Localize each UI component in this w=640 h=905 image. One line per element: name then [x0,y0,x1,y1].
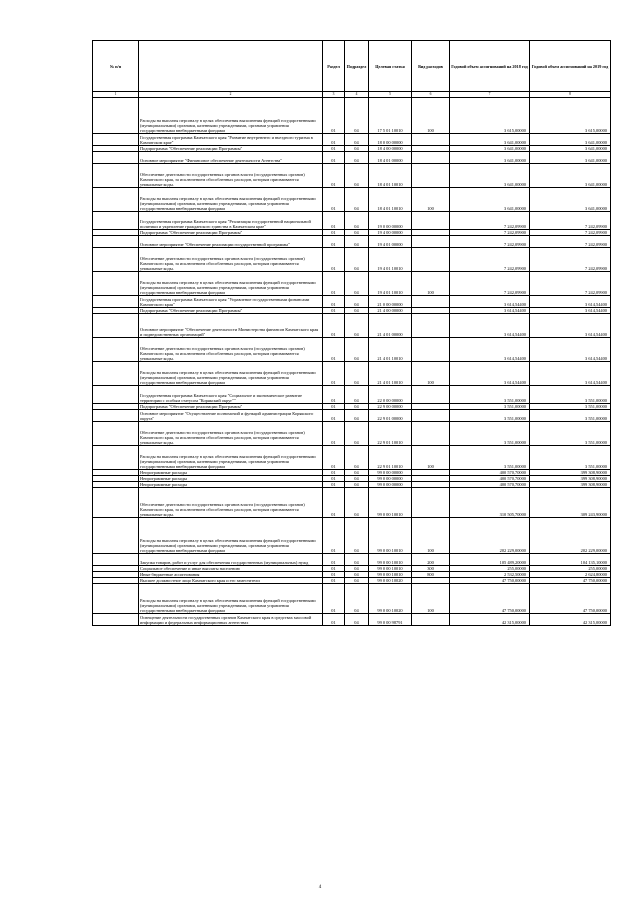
row-amount-2019-cell: 3 551,00000 [530,422,611,446]
row-target-article-cell: 99 0 00 98791 [369,614,412,626]
row-name-cell: Расходы на выплаты персоналу в целях обеспечения выполнения функций государственными (муниципальными) органами, казенными учреждениями, органами управления государственными внебюджетными фондами [139,362,323,386]
table-row [93,338,611,362]
row-podrazdel-cell: 04 [345,134,369,146]
row-number-cell [93,296,139,308]
row-amount-2018-cell: 2 532,50000 [450,572,530,578]
row-target-article-cell: 21 4 00 00000 [369,308,412,314]
row-target-article-cell: 99 0 00 10010 [369,518,412,554]
row-expense-type-cell [412,614,450,626]
row-name-cell: Подпрограмма "Обеспечение реализации Программы" [139,230,323,236]
row-expense-type-cell [412,152,450,164]
row-amount-2019-cell: 7 242,09900 [530,230,611,236]
row-podrazdel-cell: 04 [345,212,369,230]
row-amount-2018-cell: 3 641,00000 [450,146,530,152]
row-podrazdel-cell: 04 [345,518,369,554]
budget-table-sheet [92,40,610,626]
row-number-cell [93,188,139,212]
row-podrazdel-cell: 04 [345,476,369,482]
row-amount-2018-cell: 3 641,00000 [450,134,530,146]
row-podrazdel-cell: 04 [345,554,369,566]
index-cell: 2 [139,92,323,98]
table-row [93,248,611,272]
row-target-article-cell: 21 4 01 10010 [369,338,412,362]
row-podrazdel-cell: 04 [345,572,369,578]
row-amount-2019-cell: 3 641,00000 [530,134,611,146]
row-number-cell [93,614,139,626]
row-amount-2018-cell: 3 614,54400 [450,296,530,308]
row-amount-2019-cell: 3 641,00000 [530,164,611,188]
row-name-cell: Иные бюджетные ассигнования [139,572,323,578]
row-podrazdel-cell: 04 [345,584,369,614]
table-row [93,314,611,338]
row-podrazdel-cell: 04 [345,404,369,410]
row-expense-type-cell: 100 [412,518,450,554]
row-podrazdel-cell: 04 [345,338,369,362]
row-name-cell: Расходы на выплаты персоналу в целях обеспечения выполнения функций государственными (муниципальными) органами, казенными учреждениями, органами управления государственными внебюджетными фондами [139,584,323,614]
row-target-article-cell: 18 4 01 10010 [369,164,412,188]
table-body [93,98,611,626]
row-razdel-cell: 01 [323,446,345,470]
row-number-cell [93,338,139,362]
page-number: 4 [318,885,322,890]
row-amount-2019-cell: 255,00000 [530,566,611,572]
row-amount-2019-cell: 7 242,09900 [530,272,611,296]
row-podrazdel-cell: 04 [345,410,369,422]
row-name-cell: Обеспечение деятельности государственных органов власти (государственных органов) Камчатского края, за исключением обособленных расходов, которым присваиваются уникальные коды. [139,248,323,272]
row-podrazdel-cell: 04 [345,236,369,248]
row-amount-2018-cell: 3 614,54400 [450,338,530,362]
row-amount-2018-cell: 202 229,00000 [450,518,530,554]
row-name-cell: Государственная программа Камчатского края "Развитие внутреннего и въездного туризма в Камчатском крае" [139,134,323,146]
row-name-cell: Государственная программа Камчатского края "Реализация государственной национальной политики и укрепление гражданского единства в Камчатском крае" [139,212,323,230]
index-cell: 8 [530,92,611,98]
row-amount-2018-cell: 3 641,00000 [450,164,530,188]
row-amount-2018-cell: 3 641,00000 [450,152,530,164]
row-amount-2018-cell: 310 505,70000 [450,488,530,518]
row-podrazdel-cell: 04 [345,248,369,272]
row-expense-type-cell: 100 [412,188,450,212]
row-amount-2019-cell: 47 750,00000 [530,578,611,584]
row-target-article-cell: 19 0 00 00000 [369,212,412,230]
row-razdel-cell: 01 [323,236,345,248]
row-number-cell [93,362,139,386]
row-razdel-cell: 01 [323,518,345,554]
row-podrazdel-cell: 04 [345,308,369,314]
row-amount-2018-cell: 3 614,54400 [450,308,530,314]
index-cell: 3 [323,92,345,98]
row-target-article-cell: 99 0 00 10010 [369,488,412,518]
row-target-article-cell: 22 9 00 00000 [369,404,412,410]
row-razdel-cell: 01 [323,134,345,146]
row-expense-type-cell: 100 [412,446,450,470]
row-name-cell: Обеспечение деятельности государственных органов власти (государственных органов) Камчатского края, за исключением обособленных расходов, которым присваиваются уникальные коды. [139,164,323,188]
row-amount-2019-cell: 399 308,90000 [530,470,611,476]
row-amount-2018-cell: 7 242,09900 [450,236,530,248]
row-podrazdel-cell: 04 [345,98,369,134]
header-number: № п/п [93,41,139,92]
row-podrazdel-cell: 04 [345,386,369,404]
index-cell: 7 [450,92,530,98]
row-target-article-cell: 21 0 00 00000 [369,296,412,308]
row-amount-2019-cell: 3 614,54400 [530,362,611,386]
row-podrazdel-cell: 04 [345,230,369,236]
row-podrazdel-cell: 04 [345,296,369,308]
row-podrazdel-cell: 04 [345,314,369,338]
row-number-cell [93,518,139,554]
row-amount-2018-cell: 3 641,00000 [450,188,530,212]
table-row [93,518,611,554]
index-cell: 6 [412,92,450,98]
row-amount-2018-cell: 47 750,00000 [450,578,530,584]
row-razdel-cell: 01 [323,152,345,164]
row-podrazdel-cell: 04 [345,614,369,626]
row-expense-type-cell [412,134,450,146]
row-razdel-cell: 01 [323,614,345,626]
row-podrazdel-cell: 04 [345,362,369,386]
row-name-cell: Расходы на выплаты персоналу в целях обеспечения выполнения функций государственными (муниципальными) органами, казенными учреждениями, органами управления государственными внебюджетными фондами [139,518,323,554]
header-name [139,41,323,92]
row-amount-2019-cell: 309 243,90000 [530,488,611,518]
row-amount-2019-cell: 3 551,00000 [530,446,611,470]
row-razdel-cell: 01 [323,476,345,482]
table-row [93,410,611,422]
row-podrazdel-cell: 04 [345,578,369,584]
header-amount-2019: Годовой объем ассигнований на 2019 год [530,41,611,92]
row-razdel-cell: 01 [323,422,345,446]
row-name-cell: Подпрограмма "Обеспечение реализации Программы" [139,404,323,410]
row-target-article-cell: 99 0 00 10020 [369,584,412,614]
row-name-cell: Расходы на выплаты персоналу в целях обеспечения выполнения функций государственными (муниципальными) органами, казенными учреждениями, органами управления государственными внебюджетными фондами [139,272,323,296]
row-target-article-cell: 18 0 00 00000 [369,134,412,146]
row-expense-type-cell [412,236,450,248]
table-row [93,446,611,470]
table-row [93,236,611,248]
row-target-article-cell: 18 4 00 00000 [369,146,412,152]
row-amount-2019-cell: 42 315,00000 [530,614,611,626]
row-target-article-cell: 99 0 00 00000 [369,470,412,476]
row-number-cell [93,488,139,518]
row-amount-2018-cell: 400 570,70000 [450,476,530,482]
row-amount-2018-cell: 400 570,70000 [450,482,530,488]
row-name-cell: Обеспечение деятельности государственных органов власти (государственных органов) Камчатского края, за исключением обособленных расходов, которым присваиваются уникальные коды. [139,422,323,446]
row-target-article-cell: 18 4 01 00000 [369,152,412,164]
row-amount-2019-cell: 399 308,90000 [530,482,611,488]
row-amount-2019-cell: 3 551,00000 [530,386,611,404]
row-number-cell [93,446,139,470]
row-podrazdel-cell: 04 [345,272,369,296]
row-razdel-cell: 01 [323,386,345,404]
table-row [93,98,611,134]
table-row [93,188,611,212]
header-razdel: Раздел [323,41,345,92]
row-name-cell: Основное мероприятие "Обеспечение реализации государственной программы" [139,236,323,248]
row-razdel-cell: 01 [323,362,345,386]
row-podrazdel-cell: 04 [345,488,369,518]
row-amount-2018-cell: 3 551,00000 [450,446,530,470]
row-amount-2019-cell: 7 242,09900 [530,212,611,230]
row-razdel-cell: 01 [323,470,345,476]
row-expense-type-cell: 100 [412,584,450,614]
row-amount-2018-cell: 3 551,00000 [450,386,530,404]
row-razdel-cell: 01 [323,488,345,518]
row-number-cell [93,554,139,566]
row-name-cell: Обеспечение деятельности государственных органов власти (государственных органов) Камчатского края, за исключением обособленных расходов, которым присваиваются уникальные коды. [139,488,323,518]
row-name-cell: Государственная программа Камчатского края "Социальное и экономическое развитие территории с особым статусом "Корякский округ"" [139,386,323,404]
row-amount-2019-cell: 3 614,54400 [530,308,611,314]
row-razdel-cell: 01 [323,338,345,362]
row-expense-type-cell: 300 [412,566,450,572]
row-podrazdel-cell: 04 [345,188,369,212]
row-amount-2019-cell: 3 614,54400 [530,296,611,308]
table-row [93,488,611,518]
row-number-cell [93,584,139,614]
row-expense-type-cell [412,212,450,230]
row-podrazdel-cell: 04 [345,146,369,152]
row-amount-2018-cell: 3 615,00000 [450,98,530,134]
row-amount-2019-cell: 3 641,00000 [530,146,611,152]
row-number-cell [93,164,139,188]
row-target-article-cell: 22 0 00 00000 [369,386,412,404]
row-name-cell: Подпрограмма "Обеспечение реализации Программы" [139,146,323,152]
header-expense-type: Вид расходов [412,41,450,92]
row-amount-2019-cell: 3 641,00000 [530,152,611,164]
row-target-article-cell: 17 5 01 10010 [369,98,412,134]
row-razdel-cell: 01 [323,308,345,314]
row-razdel-cell: 01 [323,404,345,410]
table-row [93,614,611,626]
row-expense-type-cell [412,386,450,404]
row-razdel-cell: 01 [323,146,345,152]
row-razdel-cell: 01 [323,98,345,134]
table-row [93,164,611,188]
row-expense-type-cell [412,296,450,308]
row-amount-2018-cell: 3 551,00000 [450,410,530,422]
row-amount-2018-cell: 47 750,00000 [450,584,530,614]
row-amount-2018-cell: 3 614,54400 [450,314,530,338]
row-expense-type-cell [412,338,450,362]
row-amount-2018-cell: 3 551,00000 [450,422,530,446]
row-amount-2019-cell: 47 750,00000 [530,584,611,614]
row-number-cell [93,212,139,230]
row-amount-2018-cell: 42 315,00000 [450,614,530,626]
row-name-cell: Непрограммные расходы [139,470,323,476]
row-target-article-cell: 19 4 01 10010 [369,272,412,296]
row-number-cell [93,98,139,134]
row-name-cell: Закупка товаров, работ и услуг для обеспечения государственных (муниципальных) нужд [139,554,323,566]
row-target-article-cell: 99 0 00 00000 [369,476,412,482]
row-name-cell: Расходы на выплаты персоналу в целях обеспечения выполнения функций государственными (муниципальными) органами, казенными учреждениями, органами управления государственными внебюджетными фондами [139,446,323,470]
row-name-cell: Высшее должностное лицо Камчатского края и его заместители [139,578,323,584]
row-name-cell: Освещение деятельности государственных органов Камчатского края в средствах массовой информации и федеральных информационных агентствах [139,614,323,626]
row-razdel-cell: 01 [323,314,345,338]
row-name-cell: Основное мероприятие "Осуществление полномочий и функций администрации Корякского округа" [139,410,323,422]
row-number-cell [93,386,139,404]
row-razdel-cell: 01 [323,188,345,212]
row-razdel-cell: 01 [323,272,345,296]
index-cell: 4 [345,92,369,98]
row-razdel-cell: 01 [323,230,345,236]
row-target-article-cell: 21 4 01 10010 [369,362,412,386]
row-amount-2019-cell: 7 242,09900 [530,248,611,272]
table-row [93,362,611,386]
row-amount-2019-cell: 3 614,54400 [530,338,611,362]
budget-table [92,40,611,626]
row-razdel-cell: 01 [323,212,345,230]
row-name-cell: Непрограммные расходы [139,482,323,488]
table-row [93,212,611,230]
row-razdel-cell: 01 [323,248,345,272]
row-razdel-cell: 01 [323,578,345,584]
row-target-article-cell: 99 0 00 10010 [369,572,412,578]
row-razdel-cell: 01 [323,572,345,578]
table-row [93,422,611,446]
row-amount-2018-cell: 105 489,20000 [450,554,530,566]
row-number-cell [93,422,139,446]
row-expense-type-cell [412,488,450,518]
row-amount-2019-cell: 3 551,00000 [530,410,611,422]
row-name-cell: Расходы на выплаты персоналу в целях обеспечения выполнения функций государственными (муниципальными) органами, казенными учреждениями, органами управления государственными внебюджетными фондами [139,98,323,134]
row-name-cell: Подпрограмма "Обеспечение реализации Программы" [139,308,323,314]
row-podrazdel-cell: 04 [345,152,369,164]
header-target-article: Целевая статья [369,41,412,92]
row-amount-2018-cell: 255,00000 [450,566,530,572]
row-target-article-cell: 99 0 00 10020 [369,578,412,584]
index-cell: 1 [93,92,139,98]
row-amount-2019-cell: 202 229,00000 [530,518,611,554]
index-cell: 5 [369,92,412,98]
row-amount-2018-cell: 7 242,09900 [450,212,530,230]
header-amount-2018: Годовой объем ассигнований на 2018 год [450,41,530,92]
row-number-cell [93,272,139,296]
row-amount-2019-cell: 3 614,54400 [530,314,611,338]
row-amount-2018-cell: 7 242,09900 [450,248,530,272]
row-target-article-cell: 19 4 00 00000 [369,230,412,236]
table-row [93,296,611,308]
row-razdel-cell: 01 [323,164,345,188]
table-row [93,272,611,296]
row-podrazdel-cell: 04 [345,446,369,470]
row-razdel-cell: 01 [323,482,345,488]
row-target-article-cell: 22 9 01 10010 [369,446,412,470]
row-amount-2019-cell: 7 242,09900 [530,236,611,248]
row-target-article-cell: 19 4 01 00000 [369,236,412,248]
table-row [93,554,611,566]
row-target-article-cell: 19 4 01 10010 [369,248,412,272]
row-razdel-cell: 01 [323,410,345,422]
row-target-article-cell: 99 0 00 10010 [369,566,412,572]
row-expense-type-cell [412,164,450,188]
row-expense-type-cell: 100 [412,98,450,134]
row-target-article-cell: 99 0 00 10010 [369,554,412,566]
row-target-article-cell: 21 4 01 00000 [369,314,412,338]
row-amount-2019-cell: 104 135,10000 [530,554,611,566]
table-row [93,386,611,404]
row-expense-type-cell: 100 [412,362,450,386]
row-name-cell: Социальное обеспечение и иные выплаты населению [139,566,323,572]
row-name-cell: Непрограммные расходы [139,476,323,482]
row-podrazdel-cell: 04 [345,422,369,446]
row-number-cell [93,134,139,146]
row-amount-2019-cell: 3 641,00000 [530,188,611,212]
row-razdel-cell: 01 [323,554,345,566]
row-expense-type-cell [412,314,450,338]
row-expense-type-cell: 200 [412,554,450,566]
row-amount-2018-cell: 400 570,70000 [450,470,530,476]
row-number-cell [93,410,139,422]
row-podrazdel-cell: 04 [345,482,369,488]
row-expense-type-cell: 100 [412,272,450,296]
header-podrazdel: Подраздел [345,41,369,92]
row-name-cell: Обеспечение деятельности государственных органов власти (государственных органов) Камчатского края, за исключением обособленных расходов, которым присваиваются уникальные коды. [139,338,323,362]
row-number-cell [93,248,139,272]
row-amount-2018-cell: 7 242,09900 [450,272,530,296]
row-amount-2019-cell: 2 624,80000 [530,572,611,578]
row-podrazdel-cell: 04 [345,164,369,188]
row-target-article-cell: 22 9 01 10010 [369,422,412,446]
row-name-cell: Основное мероприятие "Финансовое обеспечение деятельности Агентства" [139,152,323,164]
row-amount-2019-cell: 3 551,00000 [530,404,611,410]
row-podrazdel-cell: 04 [345,470,369,476]
row-expense-type-cell [412,248,450,272]
row-podrazdel-cell: 04 [345,566,369,572]
header-row [93,41,611,92]
table-row [93,584,611,614]
row-razdel-cell: 01 [323,296,345,308]
row-amount-2018-cell: 3 551,00000 [450,404,530,410]
row-expense-type-cell [412,422,450,446]
row-name-cell: Основное мероприятие "Обеспечение деятельности Министерства финансов Камчатского края и подведомственных организаций" [139,314,323,338]
row-name-cell: Государственная программа Камчатского края "Управление государственными финансами Камчатского края" [139,296,323,308]
row-name-cell: Расходы на выплаты персоналу в целях обеспечения выполнения функций государственными (муниципальными) органами, казенными учреждениями, органами управления государственными внебюджетными фондами [139,188,323,212]
row-number-cell [93,152,139,164]
row-expense-type-cell: 800 [412,572,450,578]
row-amount-2019-cell: 3 615,00000 [530,98,611,134]
row-razdel-cell: 01 [323,584,345,614]
row-amount-2018-cell: 3 614,54400 [450,362,530,386]
row-number-cell [93,314,139,338]
table-row [93,134,611,146]
row-target-article-cell: 99 0 00 00000 [369,482,412,488]
row-target-article-cell: 22 9 01 00000 [369,410,412,422]
row-number-cell [93,236,139,248]
table-row [93,152,611,164]
row-amount-2018-cell: 7 242,09900 [450,230,530,236]
row-expense-type-cell [412,410,450,422]
row-razdel-cell: 01 [323,566,345,572]
row-target-article-cell: 18 4 01 10010 [369,188,412,212]
row-amount-2019-cell: 399 308,90000 [530,476,611,482]
